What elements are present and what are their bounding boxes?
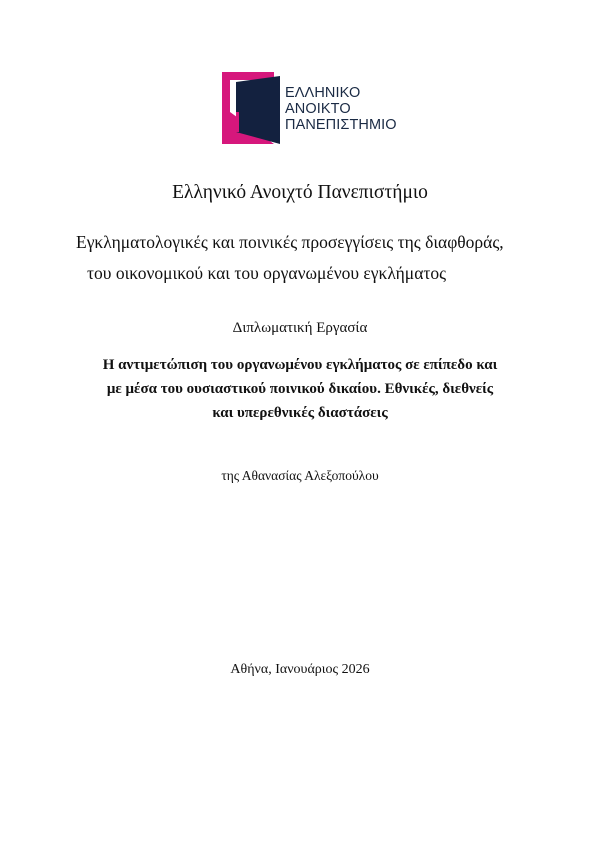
logo-line-3: ΠΑΝΕΠΙΣΤΗΜΙΟ	[285, 117, 397, 133]
thesis-title-line-1: Η αντιμετώπιση του οργανωμένου εγκλήματος σε επίπεδο και	[102, 357, 498, 373]
document-type: Διπλωματική Εργασία	[232, 320, 368, 336]
eap-logo-mark-icon	[222, 72, 282, 144]
thesis-title-line-2: με μέσα του ουσιαστικού ποινικού δικαίου. Εθνικές, διεθνείς	[106, 381, 494, 397]
program-title	[76, 227, 536, 289]
logo-line-2: ΑΝΟΙΚΤΟ	[285, 101, 351, 117]
program-title-line-1: Εγκληματολογικές και ποινικές προσεγγίσεις της διαφθοράς,	[76, 232, 504, 252]
thesis-title	[0, 353, 600, 425]
program-title-line-2: του οικονομικού και του οργανωμένου εγκλήματος	[87, 263, 447, 283]
logo-line-1: ΕΛΛΗΝΙΚΟ	[285, 85, 361, 101]
place-date: Αθήνα, Ιανουάριος 2026	[230, 662, 370, 677]
author: της Αθανασίας Αλεξοπούλου	[221, 468, 379, 483]
university-name: Ελληνικό Ανοιχτό Πανεπιστήμιο	[172, 182, 428, 203]
thesis-title-line-3: και υπερεθνικές διαστάσεις	[212, 405, 388, 421]
university-logo	[222, 72, 412, 144]
logo-wordmark	[285, 85, 397, 133]
